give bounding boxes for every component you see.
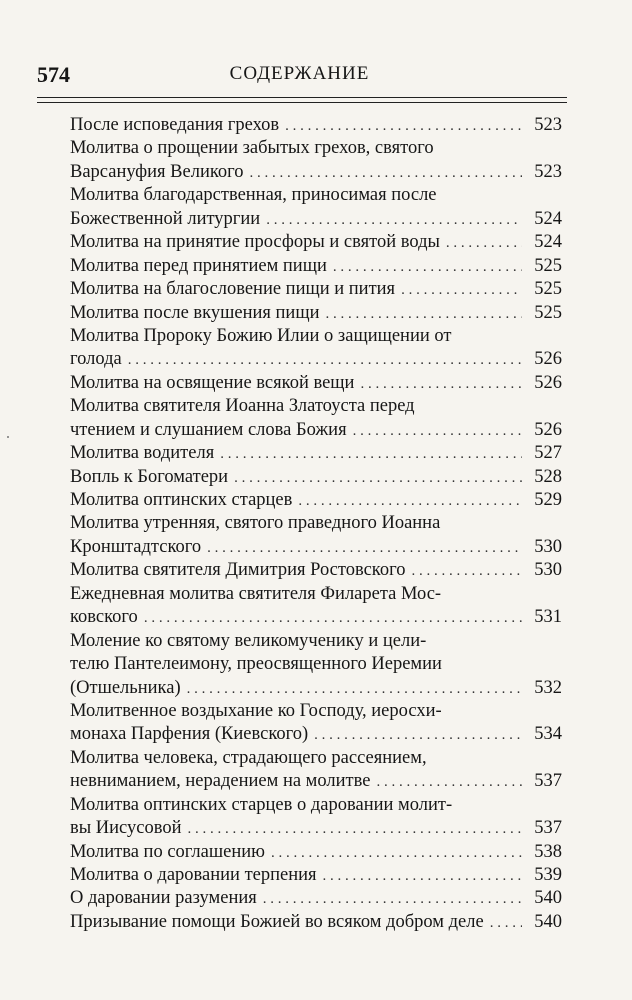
- toc-entry[interactable]: [70, 395, 562, 442]
- toc-entry-line: [70, 606, 562, 629]
- toc-page-number: 539: [534, 865, 562, 885]
- dot-leader: [490, 912, 522, 935]
- dot-leader: [266, 209, 522, 232]
- dot-leader: [263, 888, 522, 911]
- toc-entry-title: Варсануфия Великого: [70, 161, 244, 182]
- print-speck: [7, 436, 9, 438]
- toc-entry-line: [70, 583, 562, 606]
- dot-leader: [285, 115, 522, 138]
- toc-entry-title: Молитва перед принятием пищи: [70, 255, 327, 276]
- toc-entry[interactable]: [70, 700, 562, 747]
- toc-entry-title: Молитва водителя: [70, 443, 215, 464]
- dot-leader: [401, 279, 522, 302]
- toc-page-number: 526: [534, 419, 562, 440]
- dot-leader: [207, 537, 522, 560]
- toc-page-number: 523: [534, 161, 562, 182]
- toc-page-number: 531: [534, 607, 562, 628]
- toc-entry-line: [70, 231, 562, 254]
- toc-entry[interactable]: [70, 864, 562, 887]
- toc-page-number: 532: [534, 677, 562, 698]
- toc-entry-title: Молитва человека, страдающего рассеянием,: [70, 747, 427, 768]
- toc-entry-line: [70, 559, 562, 582]
- toc-page-number: 523: [534, 115, 562, 135]
- toc-entry-title: Молитва оптинских старцев о даровании молит-: [70, 794, 453, 815]
- page-number: 574: [37, 62, 70, 87]
- toc-entry-line: [70, 114, 562, 137]
- toc-entry-line: [70, 864, 562, 887]
- toc-entry-line: [70, 442, 562, 465]
- toc-page-number: 528: [534, 466, 562, 487]
- toc-entry-title: Вопль к Богоматери: [70, 466, 229, 487]
- toc-entry-line: [70, 794, 562, 817]
- toc-page-number: 537: [534, 818, 562, 839]
- toc-page-number: 526: [534, 372, 562, 393]
- toc-page-number: 526: [534, 349, 562, 370]
- toc-entry-line: [70, 512, 562, 535]
- running-title: СОДЕРЖАНИЕ: [229, 63, 370, 84]
- toc-entry-line: [70, 302, 562, 325]
- toc-entry-title: ковского: [70, 607, 138, 628]
- toc-page-number: 525: [534, 255, 562, 276]
- toc-entry-title: После исповедания грехов: [70, 115, 280, 135]
- toc-entry-line: [70, 723, 562, 746]
- dot-leader: [187, 678, 522, 701]
- toc-entry[interactable]: [70, 278, 562, 301]
- toc-entry[interactable]: [70, 630, 562, 700]
- toc-entry[interactable]: [70, 911, 562, 934]
- toc-page-number: 534: [534, 724, 562, 745]
- toc-entry-title: Ежедневная молитва святителя Филарета Мос-: [70, 583, 442, 604]
- toc-entry-line: [70, 911, 562, 934]
- toc-entry[interactable]: [70, 841, 562, 864]
- toc-entry-line: [70, 770, 562, 793]
- dot-leader: [188, 818, 523, 841]
- toc-entry-line: [70, 677, 562, 700]
- toc-page-number: 527: [534, 443, 562, 464]
- toc-entry-line: [70, 255, 562, 278]
- toc-entry-title: Молитва святителя Иоанна Златоуста перед: [70, 396, 415, 417]
- toc-entry[interactable]: [70, 583, 562, 630]
- toc-entry-line: [70, 817, 562, 840]
- toc-entry-line: [70, 841, 562, 864]
- toc-entry[interactable]: [70, 231, 562, 254]
- toc-entry-title: (Отшельника): [70, 677, 181, 698]
- toc-entry-line: [70, 137, 562, 160]
- dot-leader: [376, 771, 522, 794]
- toc-page-number: 530: [534, 536, 562, 557]
- toc-page-number: 540: [534, 888, 562, 909]
- toc-entry-line: [70, 700, 562, 723]
- toc-entry-line: [70, 208, 562, 231]
- running-header: [37, 62, 562, 92]
- toc-page-number: 524: [534, 232, 562, 253]
- toc-entry[interactable]: [70, 442, 562, 465]
- toc-entry[interactable]: [70, 512, 562, 559]
- dot-leader: [360, 373, 522, 396]
- toc-page-number: 530: [534, 560, 562, 581]
- toc-entry[interactable]: [70, 255, 562, 278]
- toc-entry-title: Молитва на освящение всякой вещи: [70, 372, 355, 393]
- dot-leader: [325, 303, 522, 326]
- toc-page-number: 529: [534, 490, 562, 510]
- toc-entry[interactable]: [70, 137, 562, 184]
- dot-leader: [446, 232, 522, 255]
- toc-entry-line: [70, 395, 562, 418]
- toc-entry-title: Молитва после вкушения пищи: [70, 302, 320, 323]
- toc-entry[interactable]: [70, 489, 562, 512]
- toc-page-number: 524: [534, 208, 562, 229]
- toc-entry[interactable]: [70, 372, 562, 395]
- toc-entry[interactable]: [70, 466, 562, 489]
- toc-entry-title: монаха Парфения (Киевского): [70, 724, 309, 745]
- toc-entry-title: Молитва на принятие просфоры и святой воды: [70, 232, 440, 253]
- toc-entry-title: Моление ко святому великомученику и цели-: [70, 630, 427, 651]
- toc-entry-line: [70, 536, 562, 559]
- toc-entry-title: Кронштадтского: [70, 536, 202, 557]
- dot-leader: [298, 490, 522, 513]
- dot-leader: [234, 467, 522, 490]
- toc-entry-line: [70, 630, 562, 653]
- toc-entry-title: Молитва о даровании терпения: [70, 865, 317, 885]
- toc-entry-title: вы Иисусовой: [70, 818, 182, 839]
- toc-entry-line: [70, 372, 562, 395]
- dot-leader: [333, 256, 522, 279]
- toc-entry-line: [70, 466, 562, 489]
- dot-leader: [353, 420, 522, 443]
- header-rule-top: [37, 97, 567, 98]
- dot-leader: [128, 349, 522, 372]
- toc-entry[interactable]: [70, 559, 562, 582]
- toc-page-number: 538: [534, 841, 562, 862]
- dot-leader: [271, 842, 522, 865]
- toc-entry-line: [70, 653, 562, 676]
- toc-entry-title: Молитва на благословение пищи и пития: [70, 279, 396, 300]
- toc-entry-line: [70, 278, 562, 301]
- toc-entry-title: голода: [70, 349, 122, 370]
- toc-entry[interactable]: [70, 794, 562, 841]
- toc-entry-title: Молитва утренняя, святого праведного Иоанна: [70, 513, 441, 534]
- toc-entry-title: телю Пантелеимону, преосвященного Иеремии: [70, 654, 442, 675]
- table-of-contents: [70, 114, 562, 934]
- dot-leader: [411, 560, 522, 583]
- toc-entry-line: [70, 887, 562, 910]
- dot-leader: [250, 162, 522, 185]
- dot-leader: [144, 607, 522, 630]
- toc-entry-title: чтением и слушанием слова Божия: [70, 419, 347, 440]
- toc-entry-title: невниманием, нерадением на молитве: [70, 771, 371, 792]
- dot-leader: [323, 865, 522, 888]
- toc-entry-line: [70, 325, 562, 348]
- toc-entry-title: Молитва святителя Димитрия Ростовского: [70, 560, 406, 581]
- toc-page-number: 540: [534, 911, 562, 932]
- dot-leader: [314, 724, 522, 747]
- toc-entry[interactable]: [70, 887, 562, 910]
- toc-entry-title: Призывание помощи Божией во всяком добром деле: [70, 911, 484, 932]
- toc-entry-line: [70, 184, 562, 207]
- toc-entry[interactable]: [70, 302, 562, 325]
- toc-page-number: 525: [534, 302, 562, 323]
- toc-entry[interactable]: [70, 747, 562, 794]
- toc-entry-title: Молитва о прощении забытых грехов, святого: [70, 138, 434, 159]
- toc-entry-title: Молитва по соглашению: [70, 841, 265, 862]
- toc-entry-title: Молитва Пророку Божию Илии о защищении от: [70, 325, 452, 346]
- toc-entry-title: Молитва благодарственная, приносимая после: [70, 185, 437, 206]
- toc-entry-line: [70, 419, 562, 442]
- toc-entry[interactable]: [70, 114, 562, 137]
- toc-entry-line: [70, 489, 562, 512]
- dot-leader: [220, 443, 522, 466]
- toc-page-number: 537: [534, 771, 562, 792]
- toc-entry-title: Божественной литургии: [70, 208, 261, 229]
- toc-entry[interactable]: [70, 325, 562, 372]
- toc-entry[interactable]: [70, 184, 562, 231]
- toc-entry-line: [70, 747, 562, 770]
- toc-entry-title: Молитвенное воздыхание ко Господу, иеросхи-: [70, 700, 442, 721]
- toc-entry-title: Молитва оптинских старцев: [70, 490, 293, 510]
- header-rule-bottom: [37, 102, 567, 103]
- toc-entry-line: [70, 348, 562, 371]
- toc-entry-line: [70, 161, 562, 184]
- toc-page-number: 525: [534, 279, 562, 300]
- toc-entry-title: О даровании разумения: [70, 888, 257, 909]
